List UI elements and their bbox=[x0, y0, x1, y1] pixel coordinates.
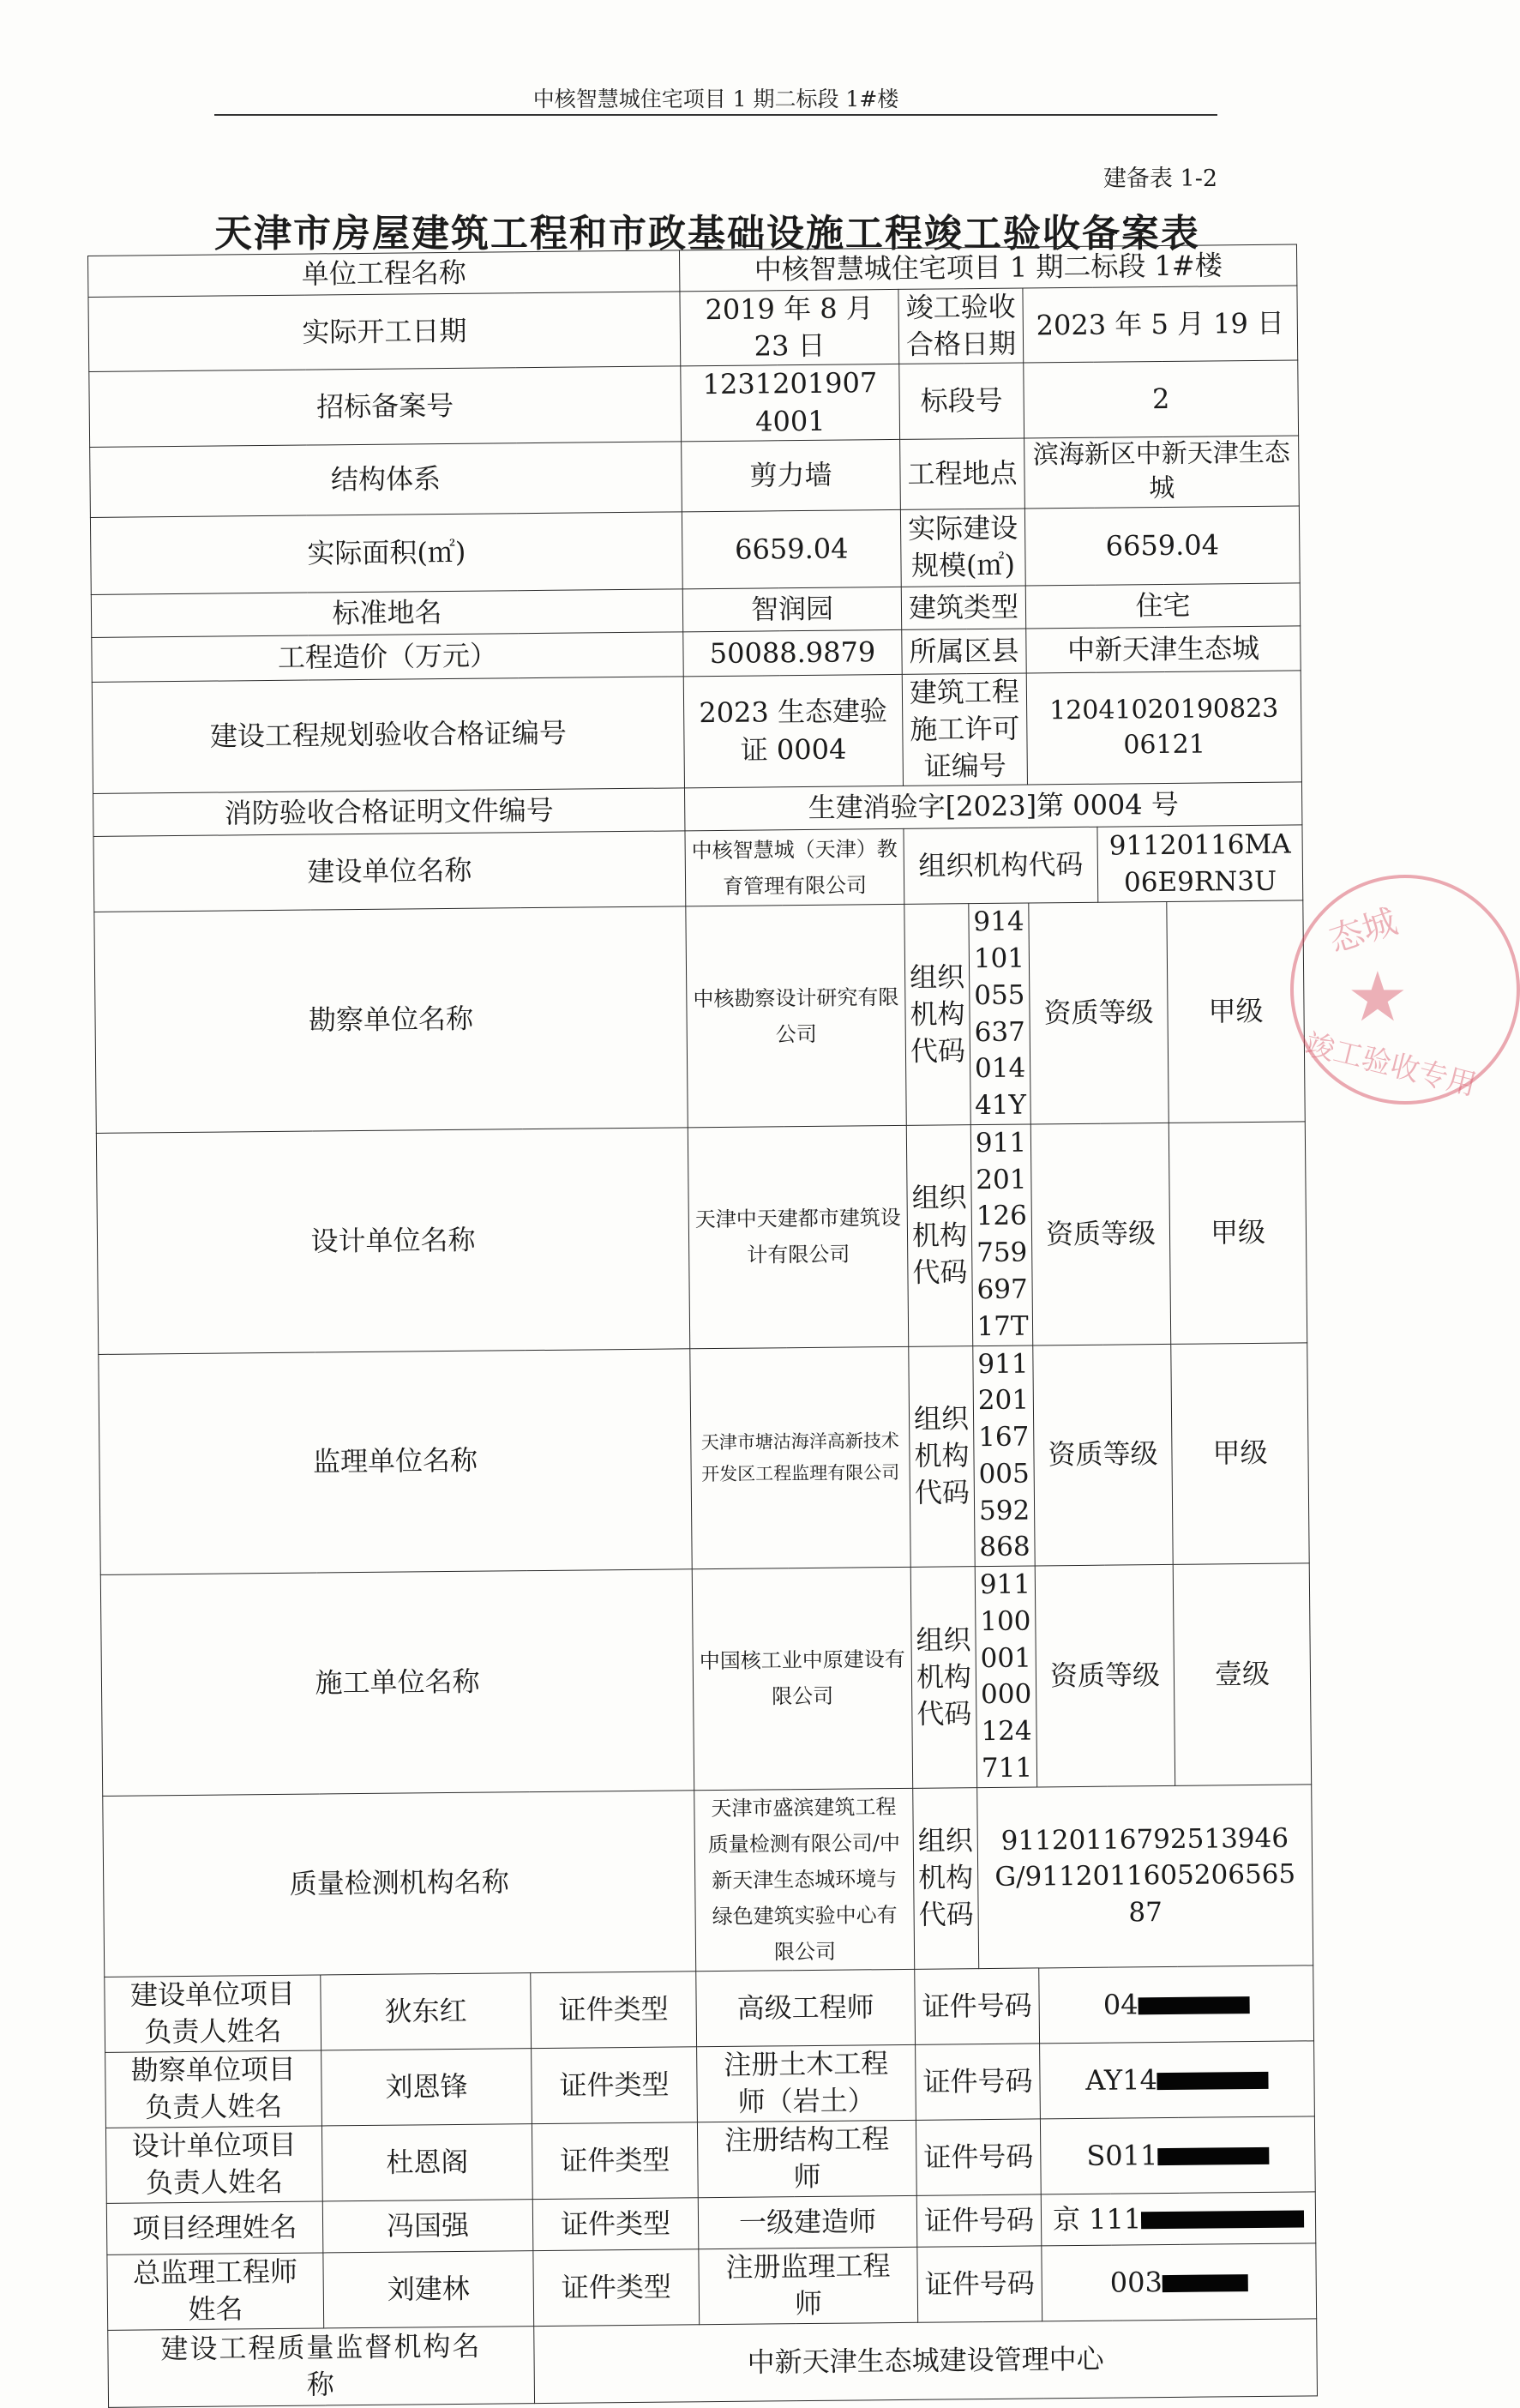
cert-type-value: 注册监理工程师 bbox=[699, 2247, 918, 2324]
supervision-grade: 甲级 bbox=[1171, 1342, 1310, 1564]
design-code: 91120112675969717T bbox=[970, 1124, 1032, 1345]
cost-value: 50088.9879 bbox=[683, 629, 902, 676]
survey-name: 中核勘察设计研究有限公司 bbox=[686, 905, 906, 1128]
redaction-bar bbox=[1157, 2147, 1269, 2165]
unit-project-label: 单位工程名称 bbox=[88, 250, 680, 298]
bid-filing-value: 12312019074001 bbox=[681, 364, 900, 442]
cert-type-label: 证件类型 bbox=[532, 2122, 698, 2199]
person-role: 勘察单位项目负责人姓名 bbox=[105, 2050, 322, 2128]
design-grade-label: 资质等级 bbox=[1030, 1123, 1170, 1345]
structure-value: 剪力墙 bbox=[682, 439, 901, 511]
construction-grade-label: 资质等级 bbox=[1035, 1565, 1175, 1787]
planning-cert-label: 建设工程规划验收合格证编号 bbox=[92, 677, 684, 794]
testing-name: 天津市盛滨建筑工程质量检测有限公司/中新天津生态城环境与绿色建筑实验中心有限公司 bbox=[694, 1788, 915, 1971]
cert-type-label: 证件类型 bbox=[531, 1971, 697, 2048]
cert-type-value: 一级建造师 bbox=[698, 2195, 917, 2248]
cert-no-label: 证件号码 bbox=[916, 2044, 1041, 2120]
cert-no-label: 证件号码 bbox=[916, 2119, 1041, 2195]
testing-code-label: 组织机构代码 bbox=[913, 1787, 979, 1969]
cost-label: 工程造价（万元） bbox=[92, 632, 683, 683]
scale-value: 6659.04 bbox=[1024, 506, 1300, 586]
cert-no-value: 04 bbox=[1102, 1987, 1138, 2021]
design-label: 设计单位名称 bbox=[96, 1128, 689, 1354]
place-name-value: 智润园 bbox=[682, 587, 901, 631]
star-icon: ★ bbox=[1347, 957, 1409, 1037]
design-name: 天津中天建都市建筑设计有限公司 bbox=[688, 1125, 908, 1348]
cert-no-cell bbox=[1040, 2116, 1315, 2194]
permit-value: 12041020190823 06121 bbox=[1026, 671, 1301, 786]
building-type-label: 建筑类型 bbox=[901, 586, 1025, 629]
filing-form bbox=[87, 244, 1317, 2407]
supervision-label: 监理单位名称 bbox=[99, 1348, 692, 1574]
cert-no-label: 证件号码 bbox=[915, 1968, 1040, 2044]
cert-type-label: 证件类型 bbox=[532, 2197, 699, 2250]
owner-name: 中核智慧城（天津）教育管理有限公司 bbox=[685, 829, 904, 906]
owner-code: 91120116MA06E9RN3U bbox=[1097, 825, 1303, 902]
cert-no-label: 证件号码 bbox=[916, 2194, 1042, 2247]
supervision-agency-label: 建设工程质量监督机构名称 bbox=[108, 2326, 535, 2407]
design-code-label: 组织机构代码 bbox=[906, 1125, 972, 1346]
fire-cert-value: 生建消验字[2023]第 0004 号 bbox=[685, 782, 1303, 831]
survey-code-label: 组织机构代码 bbox=[904, 904, 970, 1125]
fire-cert-label: 消防验收合格证明文件编号 bbox=[93, 788, 685, 837]
person-name: 刘恩锋 bbox=[321, 2048, 532, 2125]
person-role: 建设单位项目负责人姓名 bbox=[105, 1975, 321, 2052]
area-value: 6659.04 bbox=[682, 509, 901, 588]
cert-type-value: 注册结构工程师 bbox=[697, 2120, 916, 2197]
cert-no-cell bbox=[1040, 2041, 1315, 2119]
supervision-agency-value: 中新天津生态城建设管理中心 bbox=[534, 2319, 1318, 2404]
page-title: 天津市房屋建筑工程和市政基础设施工程竣工验收备案表 bbox=[214, 212, 1200, 256]
cert-type-value: 高级工程师 bbox=[696, 1969, 916, 2046]
person-role: 设计单位项目负责人姓名 bbox=[105, 2126, 322, 2203]
header-rule bbox=[214, 114, 1217, 116]
section-value: 2 bbox=[1024, 360, 1299, 437]
construction-name: 中国核工业中原建设有限公司 bbox=[692, 1567, 912, 1790]
survey-grade-label: 资质等级 bbox=[1029, 902, 1169, 1124]
construction-label: 施工单位名称 bbox=[100, 1569, 694, 1796]
location-label: 工程地点 bbox=[900, 438, 1025, 509]
cert-type-value: 注册土木工程师（岩土） bbox=[697, 2044, 916, 2122]
planning-cert-value: 2023 生态建验证 0004 bbox=[683, 674, 903, 788]
area-label: 实际面积(㎡) bbox=[90, 512, 682, 595]
testing-code: 91120116792513946G/911201160520656587 bbox=[977, 1785, 1313, 1969]
acceptance-date-label: 竣工验收合格日期 bbox=[898, 288, 1024, 364]
seal-text-bottom: 竣工验收专用 bbox=[1301, 1026, 1480, 1103]
cert-no-value: 京 111 bbox=[1052, 2201, 1142, 2236]
person-role: 总监理工程师姓名 bbox=[107, 2253, 324, 2330]
scale-label: 实际建设规模(㎡) bbox=[900, 509, 1025, 587]
cert-no-cell bbox=[1042, 2243, 1317, 2321]
location-value: 滨海新区中新天津生态城 bbox=[1024, 436, 1300, 509]
cert-type-label: 证件类型 bbox=[532, 2046, 698, 2123]
start-date-value: 2019 年 8 月 23 日 bbox=[680, 289, 899, 366]
survey-grade: 甲级 bbox=[1167, 900, 1306, 1123]
form-number: 建备表 1-2 bbox=[1102, 166, 1217, 192]
cert-no-value: 003 bbox=[1109, 2265, 1163, 2299]
seal-text-top: 态城 bbox=[1324, 901, 1403, 961]
cert-no-value: S011 bbox=[1086, 2138, 1158, 2172]
district-label: 所属区县 bbox=[902, 629, 1026, 674]
structure-label: 结构体系 bbox=[90, 442, 682, 518]
redaction-bar bbox=[1157, 2072, 1269, 2090]
person-name: 刘建林 bbox=[323, 2250, 534, 2327]
start-date-label: 实际开工日期 bbox=[88, 292, 681, 372]
place-name-label: 标准地名 bbox=[91, 589, 682, 638]
cert-no-label: 证件号码 bbox=[917, 2246, 1042, 2322]
survey-label: 勘察单位名称 bbox=[94, 906, 688, 1133]
construction-grade: 壹级 bbox=[1173, 1563, 1312, 1785]
filing-table bbox=[87, 244, 1318, 2407]
cert-no-cell bbox=[1039, 1966, 1314, 2044]
permit-label: 建筑工程施工许可证编号 bbox=[902, 673, 1027, 786]
cert-type-label: 证件类型 bbox=[533, 2248, 700, 2326]
supervision-name: 天津市塘沽海洋高新技术开发区工程监理有限公司 bbox=[690, 1346, 910, 1569]
district-value: 中新天津生态城 bbox=[1026, 626, 1301, 673]
owner-label: 建设单位名称 bbox=[93, 831, 686, 912]
person-role: 项目经理姓名 bbox=[106, 2201, 323, 2254]
redaction-bar bbox=[1163, 2274, 1248, 2292]
redaction-bar bbox=[1141, 2211, 1304, 2230]
supervision-code: 911201167005592868 bbox=[973, 1345, 1035, 1566]
acceptance-seal bbox=[1290, 875, 1520, 1105]
section-label: 标段号 bbox=[899, 363, 1024, 439]
running-header: 中核智慧城住宅项目 1 期二标段 1#楼 bbox=[532, 87, 899, 111]
construction-code: 911100001000124711 bbox=[975, 1566, 1036, 1787]
person-name: 杜恩阁 bbox=[321, 2123, 532, 2200]
building-type-value: 住宅 bbox=[1025, 583, 1301, 629]
redaction-bar bbox=[1138, 1996, 1249, 2014]
unit-project-value: 中核智慧城住宅项目 1 期二标段 1#楼 bbox=[679, 244, 1297, 292]
bid-filing-label: 招标备案号 bbox=[89, 366, 682, 447]
construction-code-label: 组织机构代码 bbox=[910, 1567, 976, 1788]
person-name: 冯国强 bbox=[322, 2199, 533, 2252]
cert-no-value: AY14 bbox=[1085, 2062, 1158, 2097]
acceptance-date-value: 2023 年 5 月 19 日 bbox=[1023, 286, 1298, 363]
person-name: 狄东红 bbox=[321, 1972, 532, 2050]
design-grade: 甲级 bbox=[1169, 1122, 1307, 1344]
supervision-code-label: 组织机构代码 bbox=[909, 1345, 975, 1567]
cert-no-cell bbox=[1041, 2192, 1316, 2246]
supervision-grade-label: 资质等级 bbox=[1033, 1344, 1173, 1566]
testing-label: 质量检测机构名称 bbox=[103, 1790, 696, 1977]
owner-code-label: 组织机构代码 bbox=[904, 828, 1098, 905]
survey-code: 91410105563701441Y bbox=[969, 903, 1030, 1124]
